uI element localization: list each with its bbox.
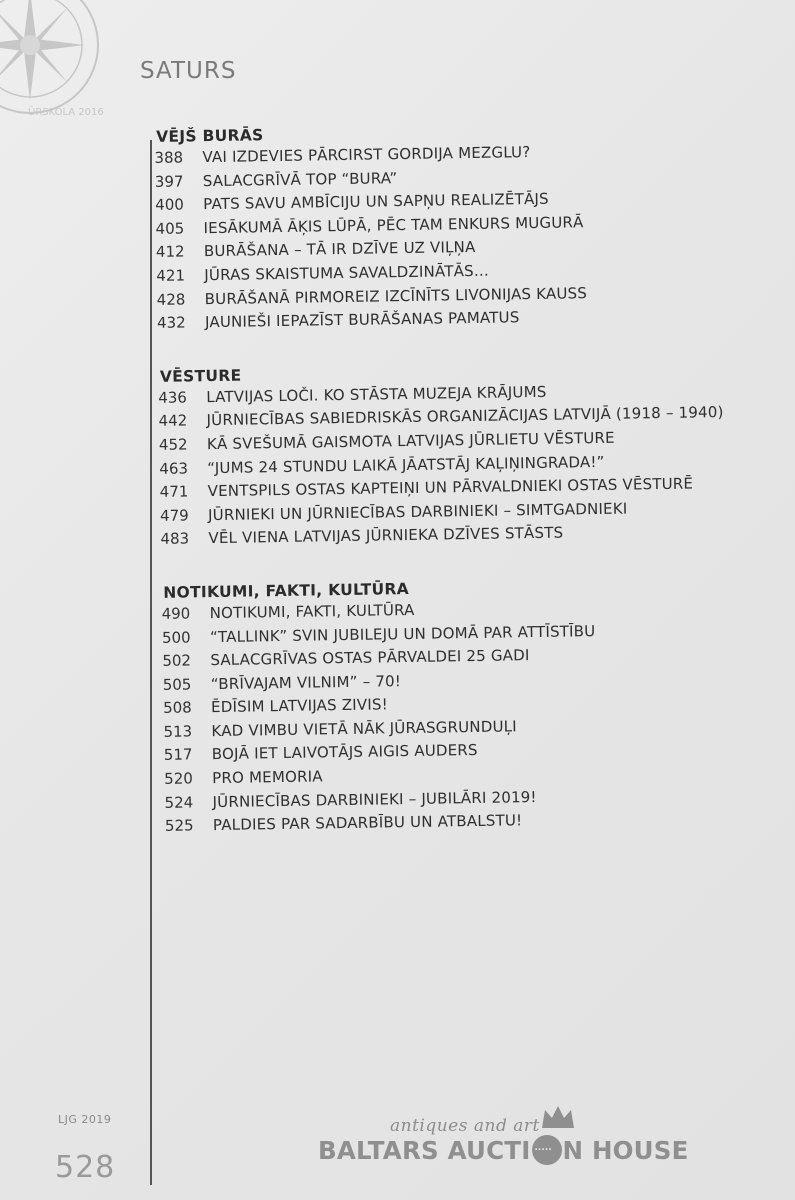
section-title: NOTIKUMI, FAKTI, KULTŪRA: [163, 579, 410, 602]
entry-page-number: 517: [163, 745, 193, 765]
footer-code: LJG 2019: [58, 1113, 112, 1126]
entry-title: SALACGRĪVAS OSTAS PĀRVALDEI 25 GADI: [210, 646, 530, 670]
entry-page-number: 500: [161, 627, 191, 647]
svg-text:ŪRSKOLA 2016: ŪRSKOLA 2016: [28, 107, 104, 118]
entry-page-number: 436: [158, 388, 188, 407]
entry-page-number: 452: [158, 435, 188, 454]
entry-page-number: 388: [154, 148, 184, 167]
toc-section-vesture: [154, 358, 777, 554]
entry-title: JŪRNIECĪBAS DARBINIEKI – JUBILĀRI 2019!: [212, 787, 537, 811]
page-number: 528: [55, 1150, 116, 1185]
entry-title: KĀ SVEŠUMĀ GAISMOTA LATVIJAS JŪRLIETU VĒSTURE: [206, 428, 615, 454]
entry-page-number: 490: [161, 604, 191, 623]
entry-page-number: 524: [164, 793, 194, 812]
section-title: VĒSTURE: [159, 366, 242, 386]
entry-title: “JUMS 24 STUNDU LAIKĀ JĀATSTĀJ KAĻIŅINGRADA!”: [207, 452, 605, 477]
toc-section-notikumi: [157, 574, 781, 841]
watermark-tagline: antiques and art: [390, 1116, 540, 1136]
watermark-brand: [318, 1135, 689, 1165]
brand-text-start: BALTARS AUCTI: [318, 1136, 531, 1165]
entry-page-number: 502: [162, 651, 192, 670]
toc-section-vejs-buras: [150, 118, 773, 337]
entry-page-number: 421: [156, 266, 186, 285]
entry-title: “BRĪVAJAM VILNIM” – 70!: [210, 671, 402, 693]
entry-title: NOTIKUMI, FAKTI, KULTŪRA: [209, 600, 415, 623]
entry-page-number: 432: [156, 313, 186, 333]
entry-page-number: 463: [159, 458, 189, 478]
brand-o-badge: [532, 1135, 562, 1165]
brand-dots: .....: [534, 1143, 552, 1153]
entry-title: JŪRNIEKI UN JŪRNIECĪBAS DARBINIEKI – SIMTGADNIEKI: [207, 499, 628, 524]
entry-page-number: 479: [159, 506, 189, 525]
entry-page-number: 397: [154, 172, 184, 191]
entry-page-number: 483: [160, 529, 190, 549]
entry-page-number: 400: [155, 195, 184, 215]
entry-page-number: 508: [162, 698, 192, 718]
entry-title: “TALLINK” SVIN JUBILEJU UN DOMĀ PAR ATTĪSTĪBU: [209, 621, 596, 646]
entry-title: JŪRAS SKAISTUMA SAVALDZINĀTĀS…: [204, 261, 490, 285]
entry-page-number: 525: [164, 816, 194, 836]
entry-page-number: 505: [162, 675, 192, 694]
entry-title: PATS SAVU AMBĪCIJU UN SAPŅU REALIZĒTĀJS: [203, 189, 549, 214]
entry-page-number: 428: [156, 290, 186, 309]
crown-icon: [540, 1102, 576, 1132]
entry-title: PALDIES PAR SADARBĪBU UN ATBALSTU!: [212, 811, 523, 835]
entry-page-number: 412: [155, 242, 185, 262]
entry-title: VĒL VIENA LATVIJAS JŪRNIEKA DZĪVES STĀSTS: [208, 523, 564, 548]
toc-list: [150, 118, 782, 870]
auction-house-watermark: [318, 1100, 738, 1180]
entry-title: LATVIJAS LOČI. KO STĀSTA MUZEJA KRĀJUMS: [206, 382, 547, 406]
entry-title: IESĀKUMĀ ĀĶIS LŪPĀ, PĒC TAM ENKURS MUGURĀ: [203, 212, 584, 237]
entry-title: KAD VIMBU VIETĀ NĀK JŪRASGRUNDUĻI: [211, 717, 518, 740]
entry-title: JŪRNIECĪBAS SABIEDRISKĀS ORGANIZĀCIJAS LATVIJĀ (1918 – 1940): [206, 403, 724, 430]
entry-page-number: 471: [159, 482, 189, 502]
brand-text-end: N HOUSE: [562, 1136, 689, 1165]
entry-title: VAI IZDEVIES PĀRCIRST GORDIJA MEZGLU?: [202, 143, 531, 167]
entry-page-number: 442: [158, 411, 188, 431]
entry-title: PRO MEMORIA: [212, 767, 323, 788]
entry-page-number: 405: [155, 219, 185, 238]
page-title: SATURS: [140, 58, 237, 84]
entry-title: BOJĀ IET LAIVOTĀJS AIGIS AUDERS: [211, 741, 478, 764]
entry-title: ĒDĪSIM LATVIJAS ZIVIS!: [210, 695, 389, 717]
entry-title: VENTSPILS OSTAS KAPTEIŅI UN PĀRVALDNIEKI OSTAS VĒSTURĒ: [207, 474, 694, 501]
entry-title: BURĀŠANA – TĀ IR DZĪVE UZ VIĻŅA: [203, 238, 476, 261]
entry-page-number: 513: [163, 722, 193, 741]
entry-title: BURĀŠANĀ PIRMOREIZ IZCĪNĪTS LIVONIJAS KAUSS: [204, 283, 588, 308]
compass-seal-icon: [0, 0, 120, 140]
entry-title: JAUNIEŠI IEPAZĪST BURĀŠANAS PAMATUS: [204, 308, 520, 332]
entry-title: SALACGRĪVĀ TOP “BURA”: [202, 168, 398, 190]
section-title: VĒJŠ BURĀS: [155, 126, 264, 146]
entry-page-number: 520: [164, 769, 194, 788]
